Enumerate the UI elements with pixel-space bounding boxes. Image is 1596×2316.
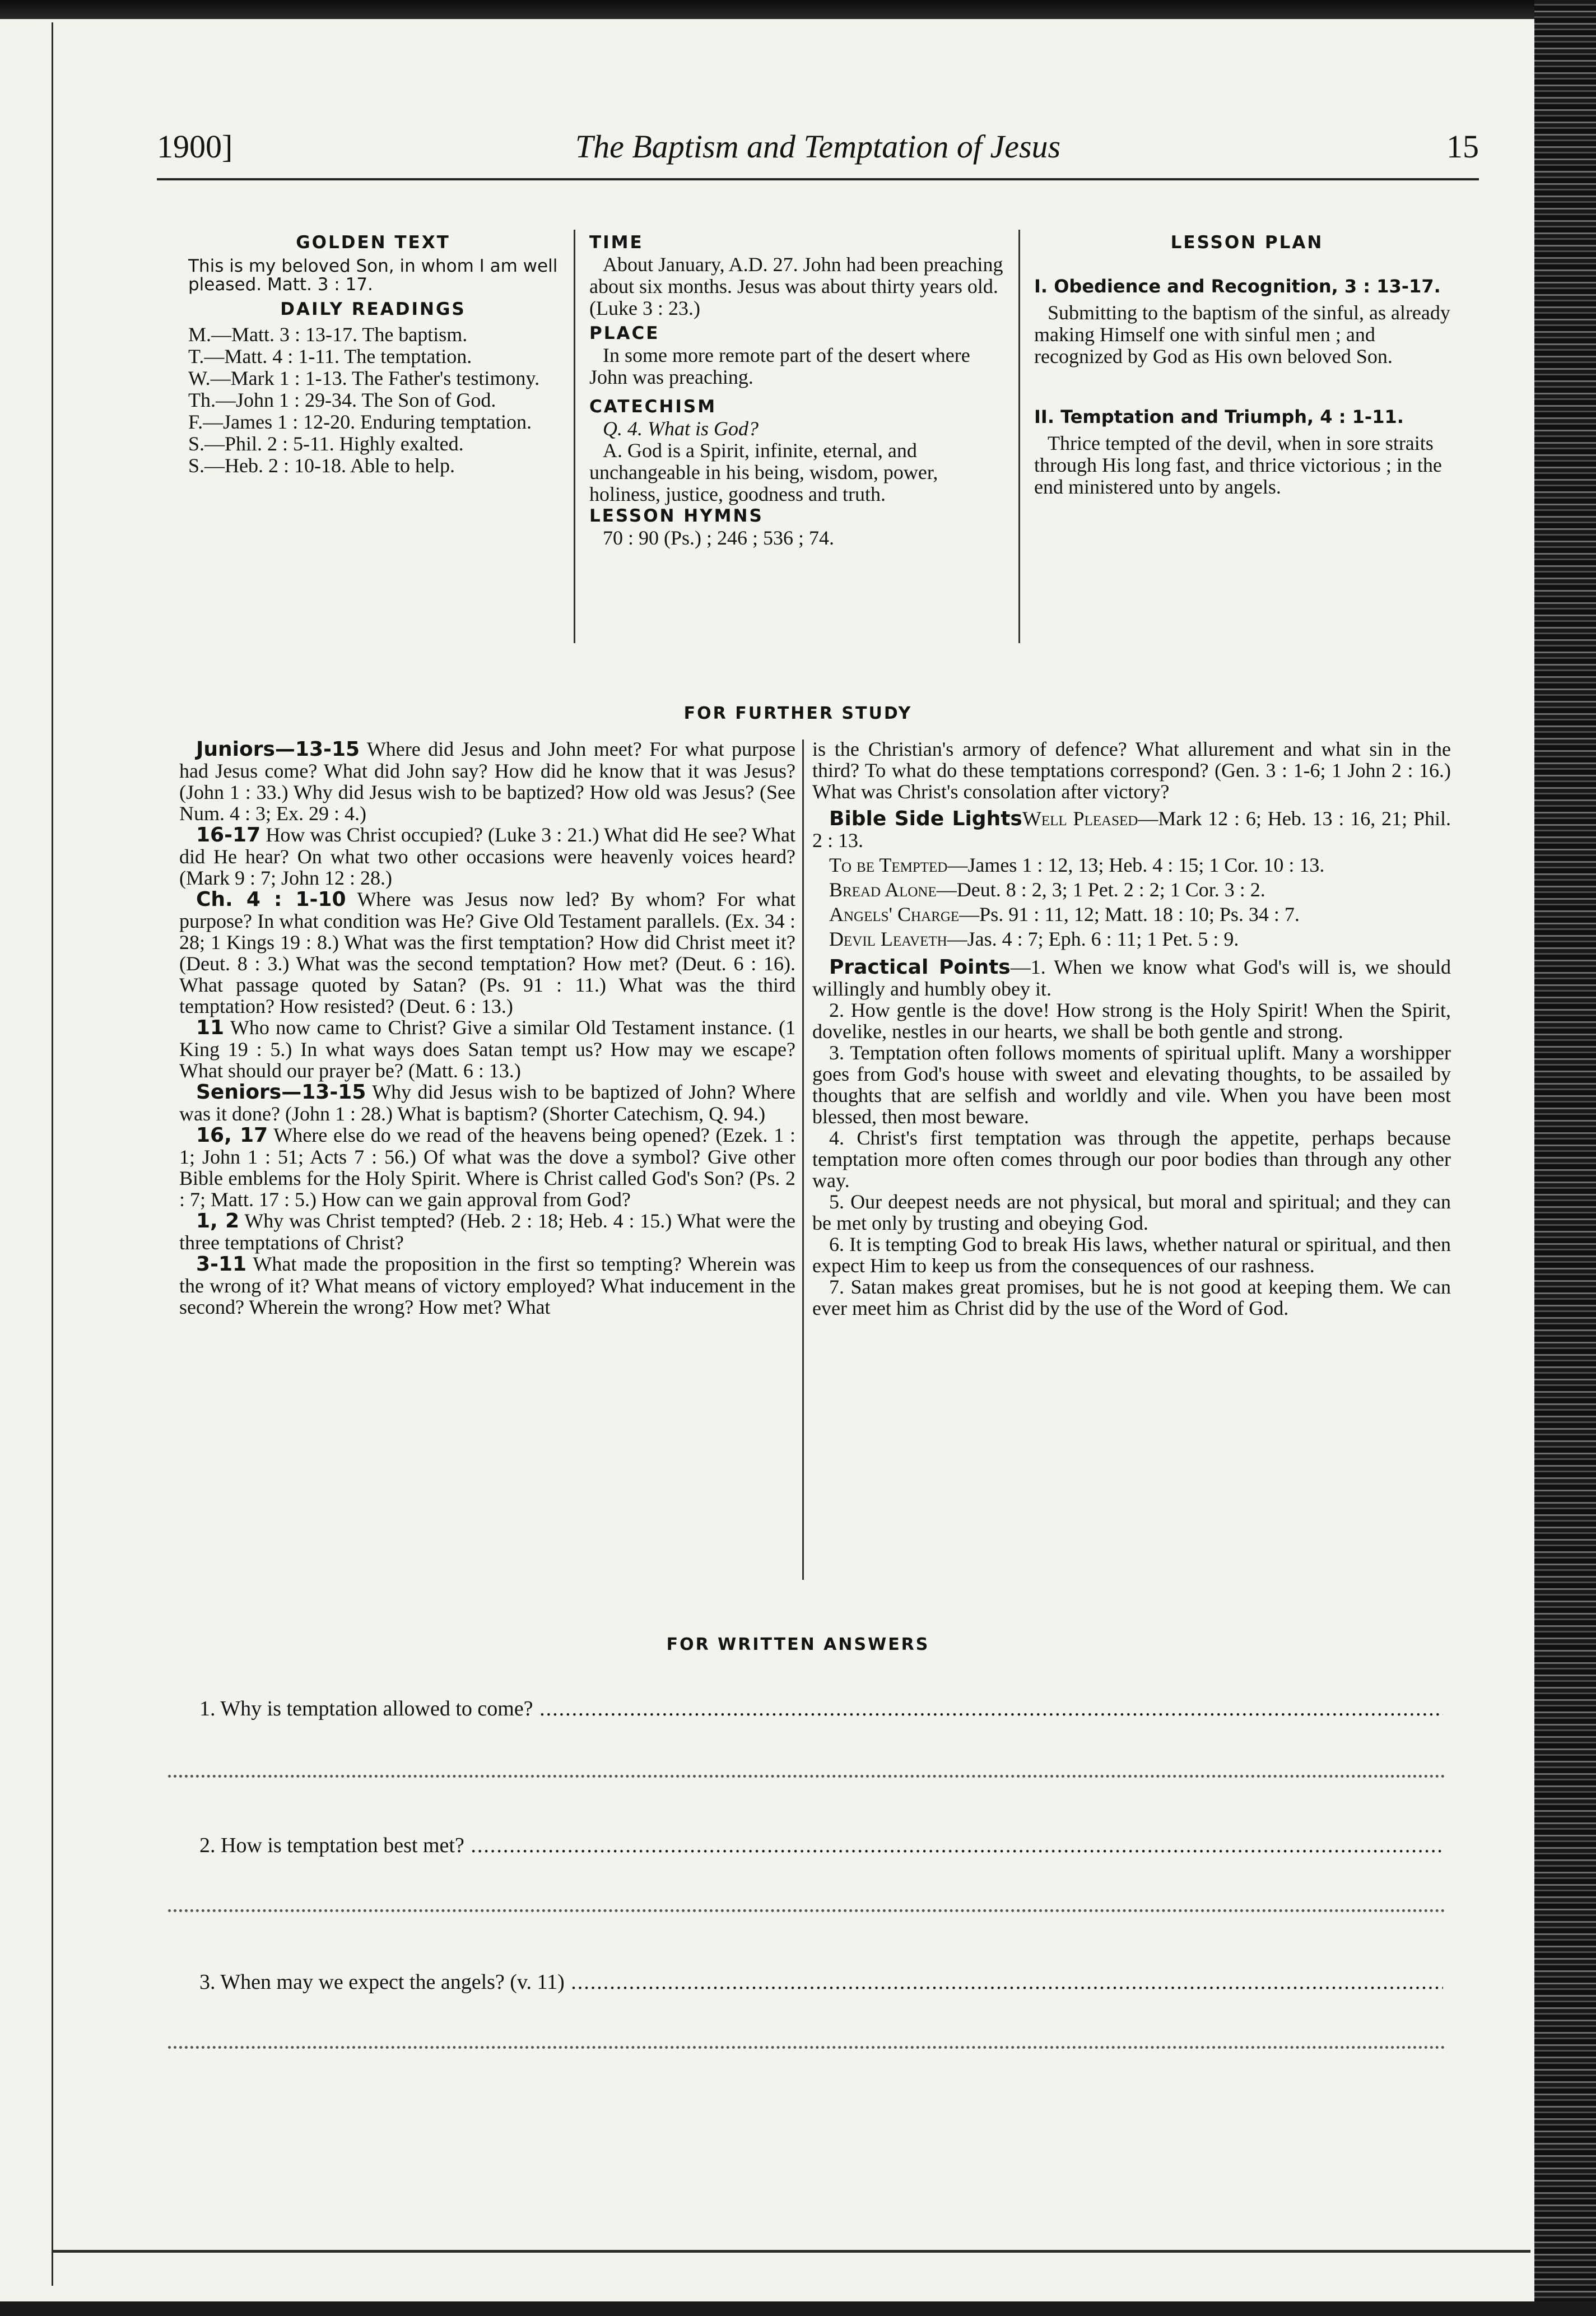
practical-points — [812, 956, 1451, 1319]
study-text: Who now came to Christ? Give a similar Old Testament instance. (1 King 19 : 5.) In what ways does Satan tempt us? How may we escape? What should our prayer be? (Matt. 6 : 13.) — [179, 1016, 795, 1082]
side-light-refs: —Jas. 4 : 7; Eph. 6 : 11; 1 Pet. 5 : 9. — [947, 928, 1239, 950]
scan-border-bottom — [0, 2301, 1596, 2316]
catechism-heading: CATECHISM — [589, 397, 717, 417]
lesson-plan-section-text: Submitting to the baptism of the sinful, as already making Himself one with sinful men ; and recognized by God as His own beloved Son. — [1034, 301, 1450, 368]
daily-reading-item: S.—Phil. 2 : 5-11. Highly exalted. — [188, 432, 464, 455]
catechism-answer: A. God is a Spirit, infinite, eternal, and unchangeable in his being, wisdom, power, holiness, justice, goodness and truth. — [589, 439, 938, 505]
column-divider — [1018, 230, 1020, 643]
side-light-refs: —Mark 12 : 6; Heb. 13 : 16, 21; Phil. 2 : 13. — [812, 807, 1451, 852]
study-text: Why did Jesus wish to be baptized of John? Where was it done? (John 1 : 28.) What is baptism? (Shorter Catechism, Q. 94.) — [179, 1081, 795, 1125]
running-head — [157, 128, 1479, 173]
daily-reading-item: S.—Heb. 2 : 10-18. Able to help. — [188, 454, 455, 477]
daily-reading-item: T.—Matt. 4 : 1-11. The temptation. — [188, 345, 472, 368]
written-question — [199, 1696, 1443, 1721]
header-rule — [157, 178, 1479, 180]
lesson-plan-section-title: I. Obedience and Recognition, 3 : 13-17. — [1034, 276, 1441, 297]
daily-reading-item: W.—Mark 1 : 1-13. The Father's testimony. — [188, 367, 540, 389]
study-paragraph — [179, 1210, 795, 1253]
bible-side-lights — [812, 808, 1451, 950]
study-text: Where did Jesus and John meet? For what purpose had Jesus come? What did John say? How did he know that it was Jesus? (John 1 : 33.) Why did Jesus wish to be baptized? How old was Jesus? (See Num. 4 : 3; Ex. 29 : 4.) — [179, 738, 796, 825]
study-lead: 16, 17 — [196, 1124, 268, 1147]
study-text: Where else do we read of the heavens being opened? (Ezek. 1 : 1; John 1 : 51; Acts 7 : 56.) Of what was the dove a symbol? Give other Bible emblems for the Holy Spirit. Where is Christ called God's Son? (Ps. 2 : 7; Matt. 17 : 5.) How can we gain approval from God? — [179, 1124, 795, 1211]
written-question — [199, 1970, 1443, 1994]
lesson-plan-heading: LESSON PLAN — [1170, 232, 1324, 253]
page-edge-left — [52, 22, 53, 2286]
lesson-plan-section-text: Thrice tempted of the devil, when in sore straits through His long fast, and thrice victorious ; in the end ministered unto by angels. — [1034, 432, 1442, 498]
lesson-plan-column — [1034, 232, 1460, 509]
scan-border-right — [1534, 0, 1596, 2316]
column-divider — [574, 230, 575, 643]
study-text: Where was Jesus now led? By whom? For what purpose? In what condition was He? Give Old Testament parallels. (Ex. 34 : 28; 1 Kings 19 : 8.) What was the first temptation? How did Christ meet it? (Deut. 8 : 3.) What was the second temptation? How met? (Deut. 6 : 16). What passage quoted by Satan? (Ps. 91 : 11.) What was the third temptation? How resisted? (Deut. 6 : 13.) — [179, 888, 795, 1017]
practical-point: 5. Our deepest needs are not physical, but moral and spiritual; and they can be met only by trusting and obeying God. — [812, 1190, 1451, 1234]
place-text: In some more remote part of the desert where John was preaching. — [589, 344, 970, 388]
study-paragraph — [179, 738, 795, 824]
time-heading: TIME — [589, 232, 644, 253]
written-question-text: 2. How is temptation best met? — [199, 1834, 464, 1857]
side-light-item — [812, 879, 1451, 900]
daily-reading-item: F.—James 1 : 12-20. Enduring temptation. — [188, 411, 532, 433]
column-divider — [802, 740, 804, 1580]
place-heading: PLACE — [589, 323, 660, 343]
study-paragraph — [179, 1253, 795, 1318]
time-place-column — [589, 232, 1004, 549]
golden-text-heading: GOLDEN TEXT — [296, 232, 450, 253]
further-study-left-column — [179, 738, 795, 1318]
side-light-item — [812, 928, 1451, 950]
page-number: 15 — [1446, 128, 1479, 165]
further-study-heading: FOR FURTHER STUDY — [683, 704, 913, 723]
daily-reading-item: M.—Matt. 3 : 13-17. The baptism. — [188, 323, 468, 346]
answer-line[interactable] — [168, 1775, 1445, 1778]
daily-reading-item: Th.—John 1 : 29-34. The Son of God. — [188, 389, 496, 411]
lesson-hymns-text: 70 : 90 (Ps.) ; 246 ; 536 ; 74. — [603, 527, 835, 549]
answer-line[interactable] — [168, 1909, 1445, 1912]
answer-line[interactable] — [168, 2046, 1445, 2049]
study-lead: 3-11 — [196, 1253, 247, 1276]
catechism-question: Q. 4. What is God? — [603, 417, 759, 440]
side-light-item — [812, 854, 1451, 876]
side-light-item — [812, 808, 1451, 851]
study-lead: Juniors—13-15 — [196, 738, 360, 761]
study-text: How was Christ occupied? (Luke 3 : 21.) What did He see? What did He hear? On what two other occasions were heavenly voices heard? (Mark 9 : 7; John 12 : 28.) — [179, 824, 796, 889]
practical-point: 7. Satan makes great promises, but he is not good at keeping them. We can ever meet him as Christ did by the use of the Word of God. — [812, 1276, 1451, 1319]
study-text: What made the proposition in the first so tempting? Wherein was the wrong of it? What means of victory employed? What inducement in the second? Wherein the wrong? How met? What — [179, 1253, 795, 1318]
study-lead: Ch. 4 : 1-10 — [196, 888, 346, 911]
study-paragraph — [179, 1081, 795, 1124]
study-paragraph — [179, 889, 795, 1017]
page-edge-bottom — [52, 2250, 1530, 2253]
side-light-refs: —James 1 : 12, 13; Heb. 4 : 15; 1 Cor. 10 : 13. — [947, 854, 1325, 876]
further-study-right-column — [812, 738, 1451, 1319]
practical-point-text: —1. When we know what God's will is, we should willingly and humbly obey it. — [812, 956, 1451, 1000]
side-light-item — [812, 904, 1451, 925]
side-light-label: Well Pleased — [1022, 807, 1138, 830]
study-continuation: is the Christian's armory of defence? What allurement and what sin in the third? To what do these temptations correspond? (Gen. 3 : 1-6; 1 John 2 : 16.) What was Christ's consolation after victory? — [812, 738, 1451, 803]
side-light-label: Angels' Charge — [829, 903, 960, 926]
practical-points-heading: Practical Points — [829, 956, 1011, 979]
study-paragraph — [179, 1124, 795, 1210]
written-answers-heading: FOR WRITTEN ANSWERS — [666, 1635, 930, 1654]
daily-readings-heading: DAILY READINGS — [280, 299, 466, 319]
running-head-title: The Baptism and Temptation of Jesus — [575, 128, 1061, 165]
side-light-label: Bread Alone — [829, 878, 937, 901]
daily-readings-list — [188, 324, 558, 477]
study-lead: 1, 2 — [196, 1210, 240, 1233]
study-paragraph — [179, 824, 795, 889]
practical-point: 2. How gentle is the dove! How strong is the Holy Spirit! When the Spirit, dovelike, nestles in our hearts, we shall be both gentle and strong. — [812, 999, 1451, 1043]
practical-point — [812, 956, 1451, 999]
side-light-refs: —Ps. 91 : 11, 12; Matt. 18 : 10; Ps. 34 : 7. — [959, 903, 1300, 926]
lesson-plan-section-title: II. Temptation and Triumph, 4 : 1-11. — [1034, 406, 1404, 427]
side-light-label: To be Tempted — [829, 854, 948, 876]
practical-point: 4. Christ's first temptation was through the appetite, perhaps because temptation more often comes through our poor bodies than through any other way. — [812, 1127, 1451, 1192]
practical-point: 3. Temptation often follows moments of spiritual uplift. Many a worshipper goes from God's house with sweet and elevating thoughts, to be assailed by thoughts that are selfish and worldly and vile. When you have been most blessed, then most beware. — [812, 1041, 1451, 1128]
lesson-hymns-heading: LESSON HYMNS — [589, 506, 764, 526]
study-lead: 11 — [196, 1016, 225, 1039]
time-text: About January, A.D. 27. John had been preaching about six months. Jesus was about thirty years old. (Luke 3 : 23.) — [589, 253, 1003, 319]
side-light-refs: —Deut. 8 : 2, 3; 1 Pet. 2 : 2; 1 Cor. 3 : 2. — [936, 878, 1265, 901]
written-question-text: 1. Why is temptation allowed to come? — [199, 1697, 533, 1720]
side-light-label: Devil Leaveth — [829, 928, 947, 950]
study-lead: Seniors—13-15 — [196, 1081, 366, 1104]
golden-text: This is my beloved Son, in whom I am well pleased. Matt. 3 : 17. — [188, 256, 558, 295]
written-question-text: 3. When may we expect the angels? (v. 11) — [199, 1970, 565, 1994]
study-lead: 16-17 — [196, 824, 261, 847]
bible-side-lights-heading: Bible Side Lights — [829, 807, 1022, 830]
study-text: Why was Christ tempted? (Heb. 2 : 18; Heb. 4 : 15.) What were the three temptations of Christ? — [179, 1210, 795, 1254]
study-paragraph — [179, 1017, 795, 1081]
practical-point: 6. It is tempting God to break His laws, whether natural or spiritual, and then expect Him to keep us from the consequences of our rashness. — [812, 1233, 1451, 1277]
written-question — [199, 1833, 1443, 1858]
golden-text-column — [188, 232, 558, 477]
scan-border-top — [0, 0, 1596, 19]
running-head-year: 1900] — [157, 128, 233, 165]
